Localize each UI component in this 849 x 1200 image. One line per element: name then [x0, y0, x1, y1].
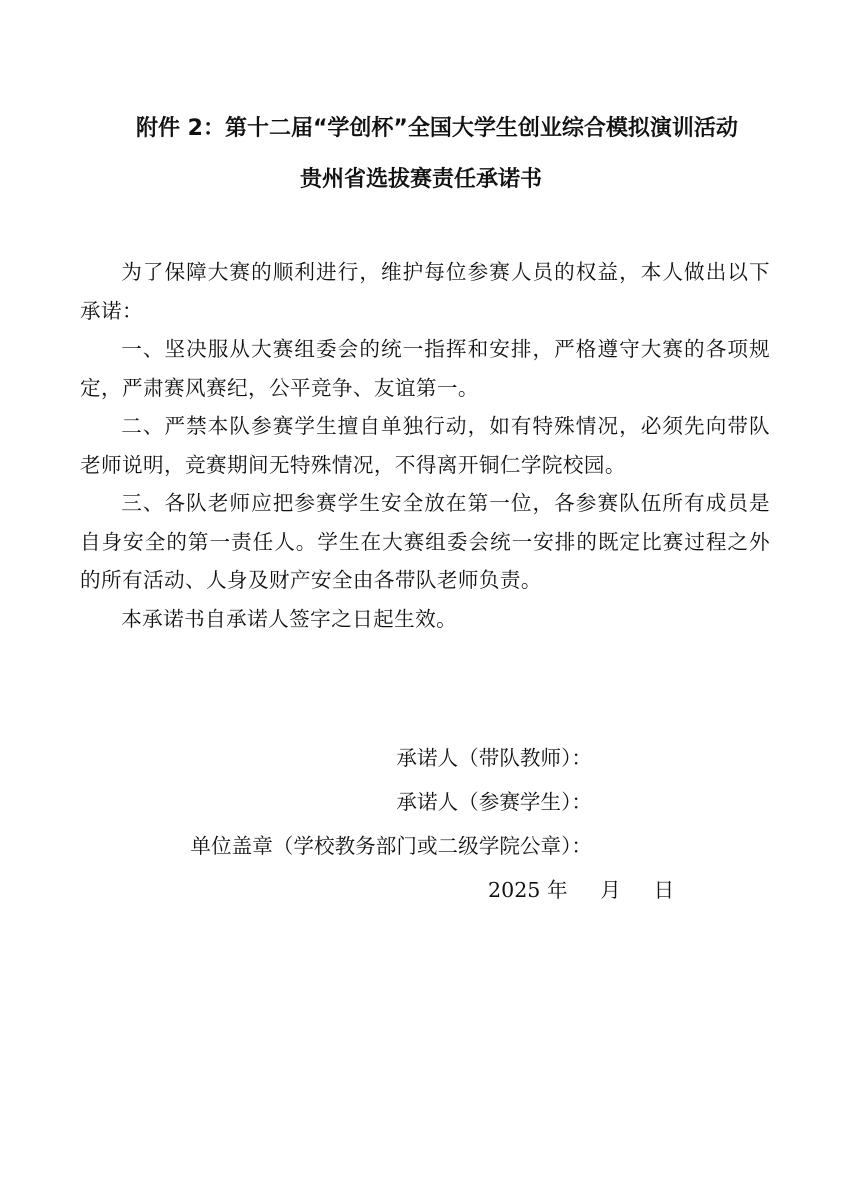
signature-student-label: 承诺人（参赛学生）：	[396, 790, 592, 814]
signature-teacher-label: 承诺人（带队教师）：	[396, 746, 592, 770]
paragraph-intro: 为了保障大赛的顺利进行，维护每位参赛人员的权益，本人做出以下承诺：	[80, 260, 770, 323]
paragraph-commitment-3: 三、各队老师应把参赛学生安全放在第一位，各参赛队伍所有成员是自身安全的第一责任人。学生在大赛组委会统一安排的既定比赛过程之外的所有活动、人身及财产安全由各带队老师负责。	[80, 491, 770, 592]
document-title-line-1: 附件 2：第十二届“学创杯”全国大学生创业综合模拟演训活动	[136, 116, 738, 141]
unit-seal-label: 单位盖章（学校教务部门或二级学院公章）：	[190, 834, 592, 858]
paragraph-commitment-2: 二、严禁本队参赛学生擅自单独行动，如有特殊情况，必须先向带队老师说明，竞赛期间无特殊情况，不得离开铜仁学院校园。	[80, 414, 770, 477]
date-line: 2025 年 月 日	[488, 878, 675, 902]
paragraph-effective: 本承诺书自承诺人签字之日起生效。	[121, 606, 458, 631]
document-title-line-2: 贵州省选拔赛责任承诺书	[300, 167, 543, 192]
paragraph-commitment-1: 一、坚决服从大赛组委会的统一指挥和安排，严格遵守大赛的各项规定，严肃赛风赛纪，公平竞争、友谊第一。	[80, 337, 770, 400]
document-body	[80, 253, 770, 638]
